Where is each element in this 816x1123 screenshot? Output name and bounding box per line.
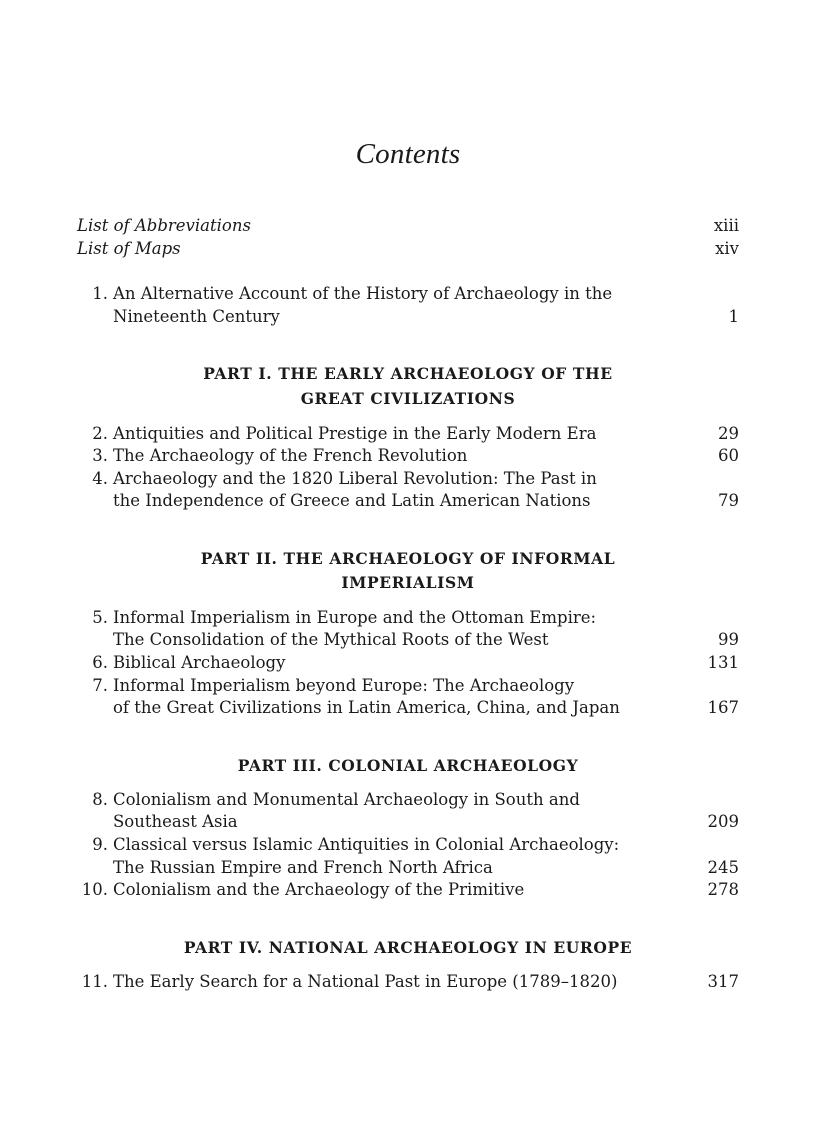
toc-entry-chapter-5[interactable] <box>0 606 816 629</box>
chapter-title-line: Archaeology and the 1820 Liberal Revolution: The Past in <box>113 469 597 488</box>
part-heading: PART II. THE ARCHAEOLOGY OF INFORMAL <box>200 549 616 568</box>
chapter-number: 7. <box>92 676 108 695</box>
toc-entry-chapter-6[interactable] <box>0 651 816 674</box>
chapter-page: 209 <box>707 812 739 831</box>
toc-entry-chapter-5-cont[interactable] <box>0 628 816 651</box>
toc-entry-chapter-4-cont[interactable] <box>0 489 816 512</box>
chapter-number: 8. <box>92 790 108 809</box>
chapter-title-line: Biblical Archaeology <box>113 653 286 672</box>
chapter-page: 1 <box>728 307 739 326</box>
part-heading: PART III. COLONIAL ARCHAEOLOGY <box>237 756 579 775</box>
chapter-title-line: Classical versus Islamic Antiquities in Colonial Archaeology: <box>113 835 620 854</box>
part-heading-cont: GREAT CIVILIZATIONS <box>300 389 516 408</box>
part-heading-cont: IMPERIALISM <box>341 573 475 592</box>
toc-entry-maps[interactable] <box>0 237 816 260</box>
chapter-title-line: The Russian Empire and French North Africa <box>113 858 493 877</box>
part-heading: PART I. THE EARLY ARCHAEOLOGY OF THE <box>203 364 613 383</box>
chapter-page: 278 <box>707 880 739 899</box>
chapter-page: 60 <box>718 446 739 465</box>
toc-entry-abbreviations[interactable] <box>0 214 816 237</box>
toc-entry-chapter-10[interactable] <box>0 878 816 901</box>
chapter-title-line: Informal Imperialism in Europe and the Ottoman Empire: <box>113 608 597 627</box>
toc-entry-chapter-9-cont[interactable] <box>0 856 816 879</box>
chapter-title-line: The Consolidation of the Mythical Roots of the West <box>113 630 549 649</box>
toc-entry-chapter-8-cont[interactable] <box>0 810 816 833</box>
toc-entry-chapter-7[interactable] <box>0 674 816 697</box>
toc-entry-chapter-8[interactable] <box>0 788 816 811</box>
toc-entry-chapter-7-cont[interactable] <box>0 696 816 719</box>
chapter-title-line: The Early Search for a National Past in Europe (1789–1820) <box>113 972 618 991</box>
entry-title: List of Maps <box>77 239 181 258</box>
chapter-number: 11. <box>81 972 108 991</box>
chapter-number: 6. <box>92 653 108 672</box>
chapter-page: 29 <box>718 424 739 443</box>
entry-page: xiii <box>713 216 739 235</box>
chapter-title-line: Colonialism and Monumental Archaeology in South and <box>113 790 580 809</box>
chapter-title-line: the Independence of Greece and Latin American Nations <box>113 491 591 510</box>
chapter-number: 10. <box>81 880 108 899</box>
entry-title: List of Abbreviations <box>77 216 251 235</box>
chapter-number: 1. <box>92 284 108 303</box>
chapter-number: 4. <box>92 469 108 488</box>
chapter-number: 3. <box>92 446 108 465</box>
chapter-title-line: Antiquities and Political Prestige in the Early Modern Era <box>113 424 597 443</box>
page-title: Contents <box>355 138 461 170</box>
chapter-page: 317 <box>707 972 739 991</box>
chapter-page: 245 <box>707 858 739 877</box>
toc-entry-chapter-4[interactable] <box>0 467 816 490</box>
chapter-title-line: Informal Imperialism beyond Europe: The Archaeology <box>113 676 575 695</box>
entry-page: xiv <box>715 239 739 258</box>
chapter-number: 2. <box>92 424 108 443</box>
chapter-title-line: Southeast Asia <box>113 812 238 831</box>
part-heading: PART IV. NATIONAL ARCHAEOLOGY IN EUROPE <box>183 938 633 957</box>
chapter-title-line: Colonialism and the Archaeology of the Primitive <box>113 880 525 899</box>
chapter-title-line: An Alternative Account of the History of Archaeology in the <box>113 284 613 303</box>
toc-entry-chapter-1-cont[interactable] <box>0 305 816 328</box>
chapter-page: 99 <box>718 630 739 649</box>
chapter-page: 131 <box>707 653 739 672</box>
chapter-page: 167 <box>707 698 739 717</box>
chapter-number: 5. <box>92 608 108 627</box>
toc-entry-chapter-2[interactable] <box>0 422 816 445</box>
chapter-number: 9. <box>92 835 108 854</box>
chapter-title-line: Nineteenth Century <box>113 307 280 326</box>
chapter-title-line: of the Great Civilizations in Latin America, China, and Japan <box>113 698 620 717</box>
toc-entry-chapter-9[interactable] <box>0 833 816 856</box>
toc-entry-chapter-3[interactable] <box>0 444 816 467</box>
toc-entry-chapter-1[interactable] <box>0 282 816 305</box>
toc-entry-chapter-11[interactable] <box>0 970 816 993</box>
chapter-title-line: The Archaeology of the French Revolution <box>113 446 468 465</box>
chapter-page: 79 <box>718 491 739 510</box>
